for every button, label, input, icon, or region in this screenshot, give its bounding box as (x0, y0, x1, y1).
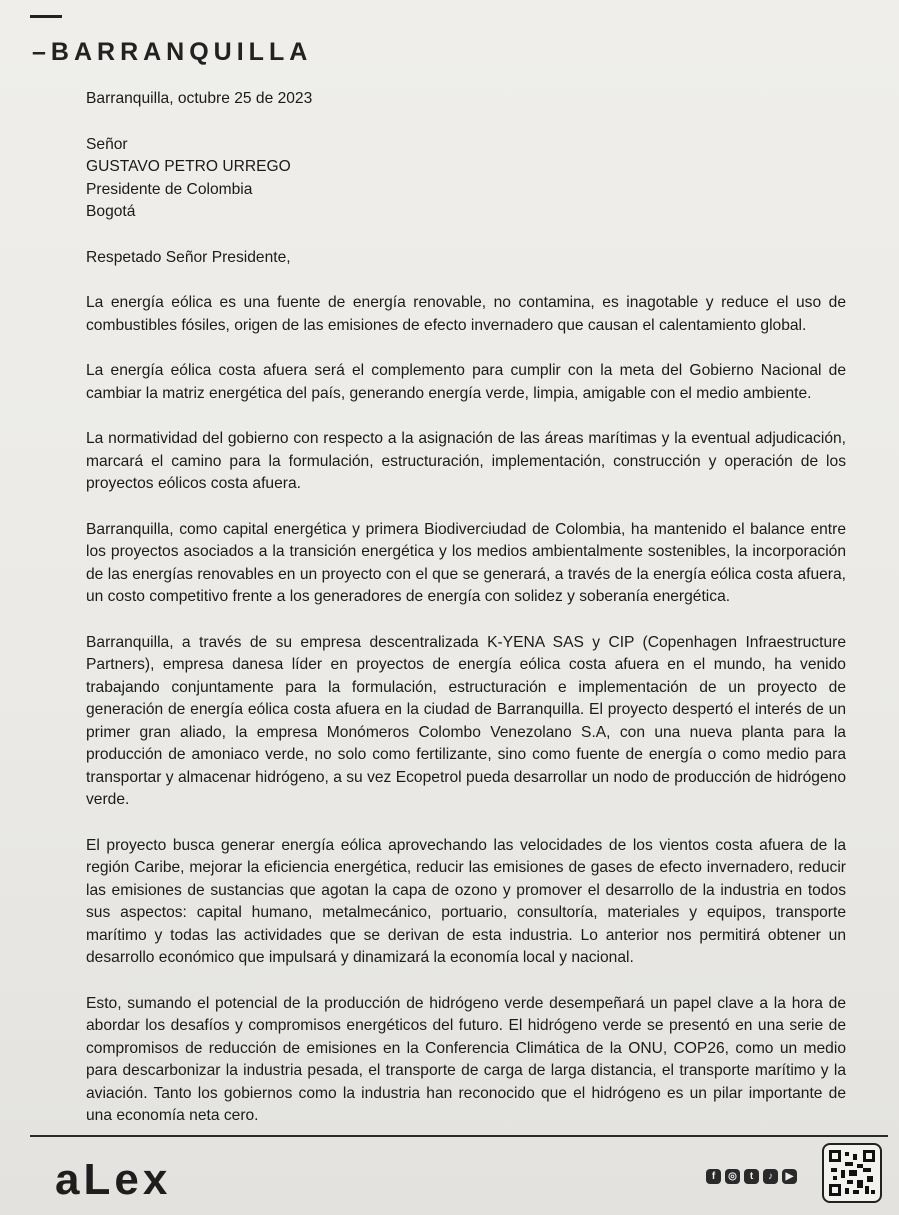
qr-code-graphic (829, 1150, 875, 1196)
paragraph-2: La energía eólica costa afuera será el complemento para cumplir con la meta del Gobierno Nacional de cambiar la matriz energética del país, generando energía verde, limpia, amigable con el medio ambiente. (86, 362, 846, 402)
letter-date: Barranquilla, octubre 25 de 2023 (86, 90, 313, 107)
recipient-title: Señor (86, 135, 128, 153)
top-rule (30, 15, 62, 18)
paragraph-3: La normatividad del gobierno con respecto a la asignación de las áreas marítimas y la eventual adjudicación, marcará el camino para la formulación, estructuración, implementación, construcción y operación de los proyectos eólicos costa afuera. (86, 430, 846, 492)
tiktok-icon[interactable]: ♪ (763, 1169, 778, 1184)
recipient-city: Bogotá (86, 203, 136, 220)
twitter-icon[interactable]: t (744, 1169, 759, 1184)
instagram-icon[interactable]: ◎ (725, 1169, 740, 1184)
paragraph-1: La energía eólica es una fuente de energía renovable, no contamina, es inagotable y reduce el uso de combustibles fósiles, origen de las emisiones de efecto invernadero que causan el calentamiento global. (86, 294, 846, 334)
header-logo (32, 38, 312, 67)
youtube-icon[interactable]: ▶ (782, 1169, 797, 1184)
social-icons (706, 1169, 797, 1184)
qr-code-icon[interactable] (822, 1143, 882, 1203)
letter-greeting: Respetado Señor Presidente, (86, 248, 291, 266)
header-logo-dash: – (32, 38, 51, 66)
facebook-icon[interactable]: f (706, 1169, 721, 1184)
paragraph-7: Esto, sumando el potencial de la producción de hidrógeno verde desempeñará un papel clave a la hora de abordar los desafíos y compromisos energéticos del futuro. El hidrógeno verde se presentó en una serie de compromisos de reducción de emisiones en la Conferencia Climática de la ONU, COP26, como un medio para descarbonizar la industria pesada, el transporte de carga de larga distancia, el transporte marítimo y la aviación. Tanto los gobiernos como la industria han reconocido que el hidrógeno es un pilar importante de una economía neta cero. (86, 994, 846, 1124)
header-logo-text: BARRANQUILLA (50, 38, 313, 66)
paragraph-4: Barranquilla, como capital energética y primera Biodiverciudad de Colombia, ha mantenido el balance entre los proyectos asociados a la transición energética y los medios ambientalmente sostenibles, la incorporación de las energías renovables en un proyecto con el que se generará, a través de la energía eólica costa afuera, un costo competitivo frente a los generadores de energía con solidez y soberanía energética. (86, 520, 846, 605)
footer-logo: aLex (55, 1155, 172, 1204)
letter-body (86, 88, 846, 1151)
recipient-name: GUSTAVO PETRO URREGO (86, 158, 291, 175)
paragraph-6: El proyecto busca generar energía eólica aprovechando las velocidades de los vientos costa afuera de la región Caribe, mejorar la eficiencia energética, reducir las emisiones de gases de efecto invernadero, reducir las emisiones de sustancias que agotan la capa de ozono y promover el desarrollo de la industria en todos sus aspectos: capital humano, metalmecánico, portuario, consultoría, materiales y equipos, transporte marítimo y todas las actividades que se derivan de esta industria. Lo anterior nos permitirá obtener un desarrollo económico que impulsará y dinamizará la economía local y nacional. (86, 836, 846, 966)
paragraph-5: Barranquilla, a través de su empresa descentralizada K-YENA SAS y CIP (Copenhagen Infraestructure Partners), empresa danesa líder en proyectos de energía eólica costa afuera en el mundo, ha venido trabajando conjuntamente para la formulación, estructuración e implementación de un proyecto de generación de energía eólica costa afuera en la ciudad de Barranquilla. El proyecto despertó el interés de un primer gran aliado, la empresa Monómeros Colombo Venezolano S.A, con una nueva planta para la producción de amoniaco verde, no solo como fertilizante, sino como fuente de energía o como medio para transportar y almacenar hidrógeno, a su vez Ecopetrol pueda desarrollar un nodo de producción de hidrógeno verde. (86, 633, 846, 808)
footer-rule (30, 1135, 888, 1137)
recipient-position: Presidente de Colombia (86, 180, 253, 198)
